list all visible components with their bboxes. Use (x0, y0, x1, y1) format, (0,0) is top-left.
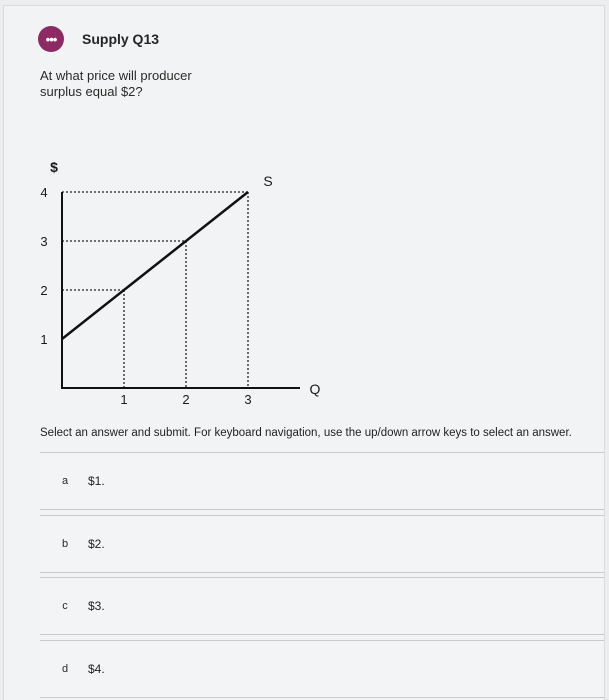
option-text: $3. (88, 599, 105, 613)
x-tick-label: 2 (182, 392, 190, 407)
y-tick-label: 1 (40, 332, 48, 347)
x-tick-label: 3 (244, 392, 252, 407)
question-text: At what price will producer surplus equal $2? (40, 68, 192, 99)
option-letter: a (61, 475, 69, 487)
answer-instructions: Select an answer and submit. For keyboard navigation, use the up/down arrow keys to select an answer. (40, 427, 572, 439)
y-tick-label: 2 (40, 283, 48, 298)
y-axis-label: $ (50, 159, 58, 175)
supply-curve-label: S (263, 173, 273, 189)
option-text: $2. (88, 537, 105, 551)
question-header (38, 26, 159, 52)
x-tick-label: 1 (120, 392, 128, 407)
answer-option-b[interactable] (40, 515, 604, 573)
x-axis-label: Q (309, 381, 321, 397)
option-letter: b (61, 538, 69, 550)
y-tick-label: 3 (40, 234, 48, 249)
supply-curve (62, 192, 248, 339)
option-letter: c (62, 600, 68, 612)
answer-option-d[interactable] (40, 640, 604, 698)
option-text: $4. (88, 662, 105, 676)
supply-chart (20, 150, 340, 410)
more-options-icon[interactable]: ••• (38, 26, 64, 52)
option-text: $1. (88, 474, 105, 488)
option-letter: d (61, 663, 69, 675)
answer-option-a[interactable] (40, 452, 604, 510)
answer-option-c[interactable] (40, 577, 604, 635)
y-tick-label: 4 (40, 185, 48, 200)
question-title: Supply Q13 (82, 31, 160, 47)
